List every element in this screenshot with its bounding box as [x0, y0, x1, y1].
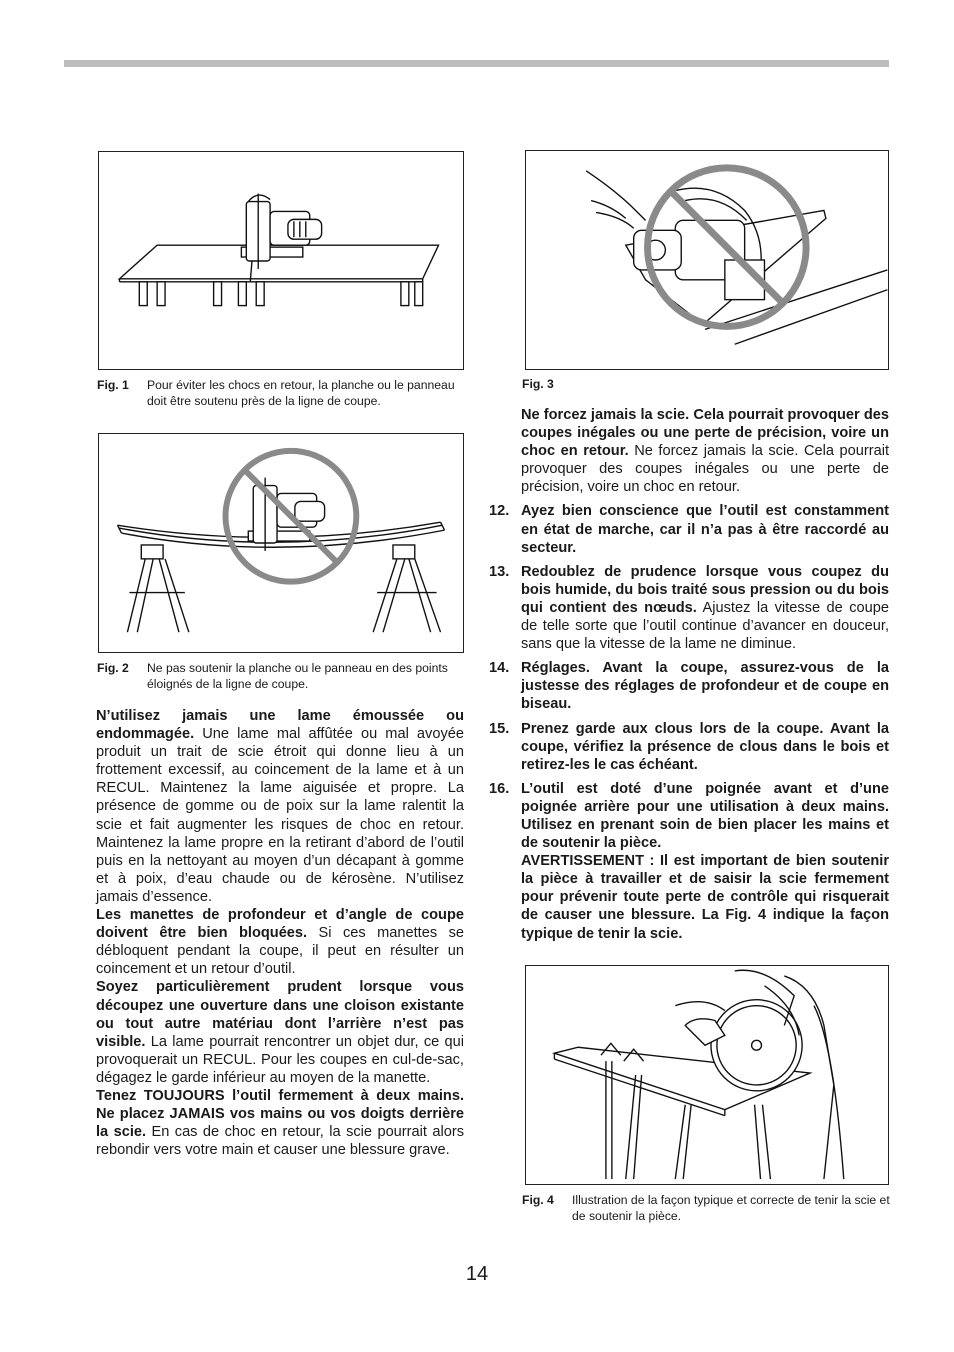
paragraph-text: Une lame mal affûtée ou mal avoyée produit un trait de scie étroit qui donne lieu à un frottement excessif, au coincement de la lame et à un RECUL. Maintenez la lame aiguisée et propre. La présence de gomme ou de poix sur la lame ralentit la scie et fait augmenter les risques de choc en retour. Maintenez la lame propre en la retirant d’abord de l’outil puis en la nettoyant au moyen d’un décapant à gomme et à poix, d’eau chaude ou de kérosène. N’utilisez jamais d’essence. — [96, 726, 464, 905]
list-item-14 — [489, 659, 889, 713]
item-bold: Prenez garde aux clous lors de la coupe. Avant la coupe, vérifiez la présence de clous dans le bois et retirez-les le cas échéant. — [521, 720, 889, 773]
item-bold: Redoublez de prudence lorsque vous coupez du bois humide, du bois traité sous pression ou du bois qui contient des nœuds. — [521, 563, 889, 616]
correct-saw-handling-drawing — [526, 966, 888, 1184]
paragraph-text: Ne forcez jamais la scie. Cela pourrait provoquer des coupes inégales ou une perte de précision, voire un choc en retour. — [521, 443, 890, 496]
list-item-13 — [489, 563, 889, 653]
figure-1-label: Fig. 1 — [97, 378, 129, 392]
figure-2-text: Ne pas soutenir la planche ou le panneau en des points éloignés de la ligne de coupe. — [147, 661, 448, 691]
figure-2-label: Fig. 2 — [97, 661, 129, 675]
list-number: 13. — [489, 563, 510, 580]
list-number: 14. — [489, 660, 510, 677]
list-number: 15. — [489, 720, 510, 737]
paragraph-depth-levers — [96, 906, 464, 978]
paragraph-bold: N’utilisez jamais une lame émoussée ou endommagée. — [96, 708, 464, 743]
list-item-15 — [489, 720, 889, 774]
list-number: 16. — [489, 780, 510, 797]
figure-4-text: Illustration de la façon typique et correcte de tenir la scie et de soutenir la pièce. — [572, 1193, 890, 1223]
saw-on-supported-board-drawing — [99, 152, 463, 369]
paragraph-text: En cas de choc en retour, la scie pourrait alors rebondir vers votre main et causer une blessure grave. — [96, 1124, 464, 1159]
item-bold: Réglages. Avant la coupe, assurez-vous de la justesse des réglages de profondeur et de coupe en biseau. — [521, 660, 889, 713]
figure-4-label: Fig. 4 — [522, 1193, 554, 1207]
paragraph-text: La lame pourrait rencontrer un objet dur, ce qui provoquerait un RECUL. Pour les coupes en cul-de-sac, dégagez le garde inférieur au moyen de la manette. — [96, 1033, 464, 1086]
list-item-12 — [489, 502, 889, 556]
paragraph-bold: Les manettes de profondeur et d’angle de coupe doivent être bien bloquées. — [96, 907, 464, 942]
paragraph-never-force — [489, 406, 889, 496]
right-text-column — [489, 406, 889, 949]
figure-1-text: Pour éviter les chocs en retour, la planche ou le panneau doit être soutenu près de la ligne de coupe. — [147, 378, 455, 408]
figure-3-illustration — [525, 150, 889, 370]
paragraph-text: Si ces manettes se débloquent pendant la coupe, il peut en résulter un coincement et un retour d’outil. — [96, 925, 464, 978]
left-text-column — [96, 707, 464, 1159]
paragraph-bold: Tenez TOUJOURS l’outil fermement à deux mains. Ne placez JAMAIS vos mains ou vos doigts derrière la scie. — [96, 1087, 464, 1141]
page-number: 14 — [465, 1263, 489, 1285]
list-item-16 — [489, 780, 889, 943]
figure-2-illustration — [98, 433, 464, 653]
forcing-saw-prohibited-drawing — [526, 151, 888, 369]
header-rule — [64, 60, 889, 67]
figure-3-label: Fig. 3 — [522, 377, 554, 391]
paragraph-dull-blade — [96, 707, 464, 906]
item-text: Ajustez la vitesse de coupe de telle sorte que l’outil continue d’avancer en douceur, sans que la vitesse de la lame ne diminue. — [521, 599, 889, 653]
paragraph-bold: Soyez particulièrement prudent lorsque vous découpez une ouverture dans une cloison existante ou tout autre matériau dont l’arrière n’est pas visible. — [96, 979, 464, 1050]
figure-1-illustration — [98, 151, 464, 370]
paragraph-plunge-cut — [96, 978, 464, 1087]
warning-text: AVERTISSEMENT : Il est important de bien soutenir la pièce à travailler et de saisir la scie fermement pour prévenir toute perte de contrôle qui risquerait de causer une blessure. La Fig. 4 indique la façon typique de tenir la scie. — [521, 853, 889, 942]
list-number: 12. — [489, 503, 510, 520]
saw-on-sagging-board-drawing — [99, 434, 463, 652]
figure-4-illustration — [525, 965, 889, 1185]
item-bold: L’outil est doté d’une poignée avant et d’une poignée arrière pour une utilisation à deux mains. Utilisez en prenant soin de bien placer les mains et de soutenir la pièce. — [521, 780, 889, 852]
paragraph-two-hands — [96, 1087, 464, 1159]
item-bold: Ayez bien conscience que l’outil est constamment en état de marche, car il n’a pas à être raccordé au secteur. — [521, 503, 889, 556]
paragraph-bold: Ne forcez jamais la scie. Cela pourrait provoquer des coupes inégales ou une perte de précision, voire un choc en retour. — [521, 407, 889, 460]
